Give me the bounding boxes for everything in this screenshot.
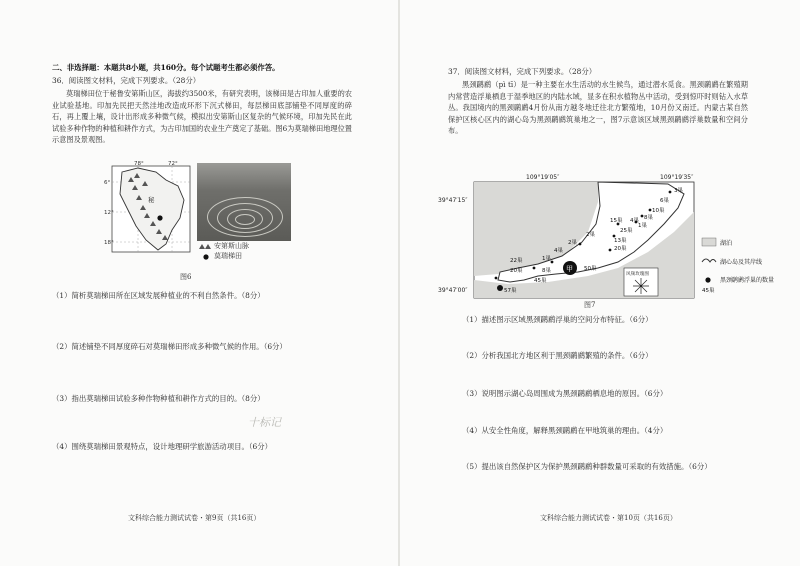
- q37-question-5: （5）提出该自然保护区为保护黑颈䴙䴘种群数量可采取的有效措施。（6分）: [462, 462, 712, 471]
- map-lat12-label: 12°: [104, 210, 114, 216]
- wind-rose-icon: [633, 278, 649, 294]
- legend-nest-label: 黑颈䴙䴘浮巢的数量: [720, 277, 775, 284]
- q36-title: 36．阅读图文材料，完成下列要求。（28分）: [52, 76, 201, 85]
- q37-title: 37．阅读图文材料，完成下列要求。（28分）: [448, 67, 597, 76]
- nest-dot-large: [497, 285, 503, 291]
- map-lon72-label: 72°: [168, 161, 178, 167]
- legend-andes-label: 安第斯山脉: [214, 242, 249, 250]
- legend-terrace-label: 莫瑞梯田: [214, 252, 242, 260]
- nest-label: 57巢: [504, 288, 517, 294]
- nest-distribution-map: [438, 172, 790, 302]
- nest-label: 15巢: [610, 218, 623, 224]
- nest-dot: [533, 267, 536, 270]
- nest-dot: [613, 235, 616, 238]
- coord-lon-right: 109°19′35″: [660, 174, 694, 181]
- nest-label: 2巢: [586, 232, 595, 238]
- nest-label: 22巢: [510, 258, 523, 264]
- q37-material: 黑颈䴙䴘（pì tī）是一种主要在水生活动的水生候鸟，通过潜水觅食。黑颈䴙䴘在繁殖期内常营造浮巢栖息于湿季地区的内陆水域，显多在积水植物丛中活动，受到惊吓时则钻入水草丛。我国境内的黑颈䴙䴘4月份从南方越冬地迁往北方繁殖地，10月份又南迁。内蒙古某自然保护区核心区内的湖心岛为黑颈䴙䴘筑巢地之一，图7示意该区域黑颈䴙䴘浮巢数量和空间分布。: [448, 80, 748, 136]
- q36-question-3: （3）指出莫瑞梯田试验多种作物种植和耕作方式的目的。（8分）: [52, 394, 265, 403]
- nest-label: 4巢: [554, 248, 563, 254]
- nest-label: 4巢: [630, 218, 639, 224]
- q37-question-2: （2）分析我国北方地区利于黑颈䴙䴘繁殖的条件。（6分）: [462, 351, 653, 360]
- moray-terrace-marker: [157, 215, 162, 220]
- nest-dot: [609, 249, 612, 252]
- left-page: [0, 0, 398, 566]
- fig7-caption: 图7: [584, 301, 596, 309]
- legend-island-swatch: [702, 259, 716, 262]
- nest-dot: [495, 277, 498, 280]
- q36-material: 莫瑞梯田位于秘鲁安第斯山区，海拔约3500米，有研究表明，该梯田是古印加人重要的农业试验基地。印加先民把天然洼地改造成环形下沉式梯田，每层梯田底部铺垫不同厚度的碎石，再上覆上壤，设计出形成多种微气候，模拟出安第斯山区复杂的气候环境，印加先民在此试验多种作物的种植和耕作方式，为古印加国的农业生产奠定了基础。图6为莫瑞梯田地理位置示意图及景观图。: [52, 89, 352, 145]
- coord-lon-left: 109°19′05″: [526, 174, 560, 181]
- nest-label: 10巢: [652, 208, 665, 214]
- nest-dot: [669, 191, 672, 194]
- coord-lat-bottom: 39°47′00″: [438, 287, 468, 294]
- legend-nest-dot: [705, 277, 710, 282]
- nest-label: 25巢: [620, 228, 633, 234]
- wind-rose-label: 风频玫瑰图: [626, 272, 649, 277]
- legend-nest-example: 45巢: [702, 288, 715, 294]
- peru-location-map: [104, 160, 196, 264]
- map-lat6-label: 6°: [104, 180, 111, 186]
- fig6-caption: 图6: [180, 273, 192, 281]
- moray-terrace-photo: [197, 163, 291, 241]
- nest-label: 3巢: [674, 188, 683, 194]
- island-jia-label: 甲: [566, 265, 573, 273]
- map-country-label: 秘: [148, 196, 155, 204]
- section-heading: 二、非选择题：本题共8小题，共160分。每个试题考生都必须作答。: [52, 63, 280, 72]
- right-page: [400, 0, 800, 566]
- pencil-mark: 十标记: [248, 416, 281, 429]
- q37-question-1: （1）描述图示区域黑颈䴙䴘浮巢的空间分布特征。（6分）: [462, 315, 653, 324]
- q36-question-1: （1）简析莫瑞梯田所在区域发展种植业的不利自然条件。（8分）: [52, 291, 265, 300]
- nest-label: 1巢: [638, 223, 647, 229]
- legend-island-label: 湖心岛及其岸线: [720, 259, 763, 266]
- legend-lake-swatch: [702, 238, 716, 246]
- nest-label: 6巢: [660, 198, 669, 204]
- nest-label: 45巢: [534, 278, 547, 284]
- q36-question-4: （4）围绕莫瑞梯田景观特点，设计地理研学旅游活动项目。（6分）: [52, 442, 273, 451]
- map-lat18-label: 18°: [104, 240, 114, 246]
- q37-question-4: （4）从安全性角度，解释黑颈䴙䴘在甲地筑巢的理由。（4分）: [462, 426, 668, 435]
- mountain-legend-icon: [198, 242, 212, 250]
- nest-label: 8巢: [542, 268, 551, 274]
- legend-lake-label: 湖泊: [720, 240, 733, 247]
- left-footer: 文科综合能力测试试卷・第9页（共16页）: [128, 514, 261, 522]
- map-lon78-label: 78°: [134, 161, 144, 167]
- nest-dot: [649, 209, 652, 212]
- nest-label: 20巢: [510, 268, 523, 274]
- right-footer: 文科综合能力测试试卷・第10页（共16页）: [540, 514, 677, 522]
- nest-label: 2巢: [568, 240, 577, 246]
- nest-label: 8巢: [644, 215, 653, 221]
- terrace-legend-icon: [202, 253, 210, 261]
- nest-label: 50巢: [584, 266, 597, 272]
- nest-label: 1巢: [542, 256, 551, 262]
- nest-dot: [641, 215, 644, 218]
- q37-question-3: （3）说明图示湖心岛周围成为黑颈䴙䴘栖息地的原因。（6分）: [462, 389, 668, 398]
- coord-lat-top: 39°47′15″: [438, 197, 468, 204]
- nest-label: 20巢: [614, 246, 627, 252]
- nest-label: 13巢: [614, 238, 627, 244]
- nest-dot: [579, 243, 582, 246]
- q36-question-2: （2）简述铺垫不同厚度碎石对莫瑞梯田形成多种微气候的作用。（6分）: [52, 342, 287, 351]
- nest-dot: [551, 261, 554, 264]
